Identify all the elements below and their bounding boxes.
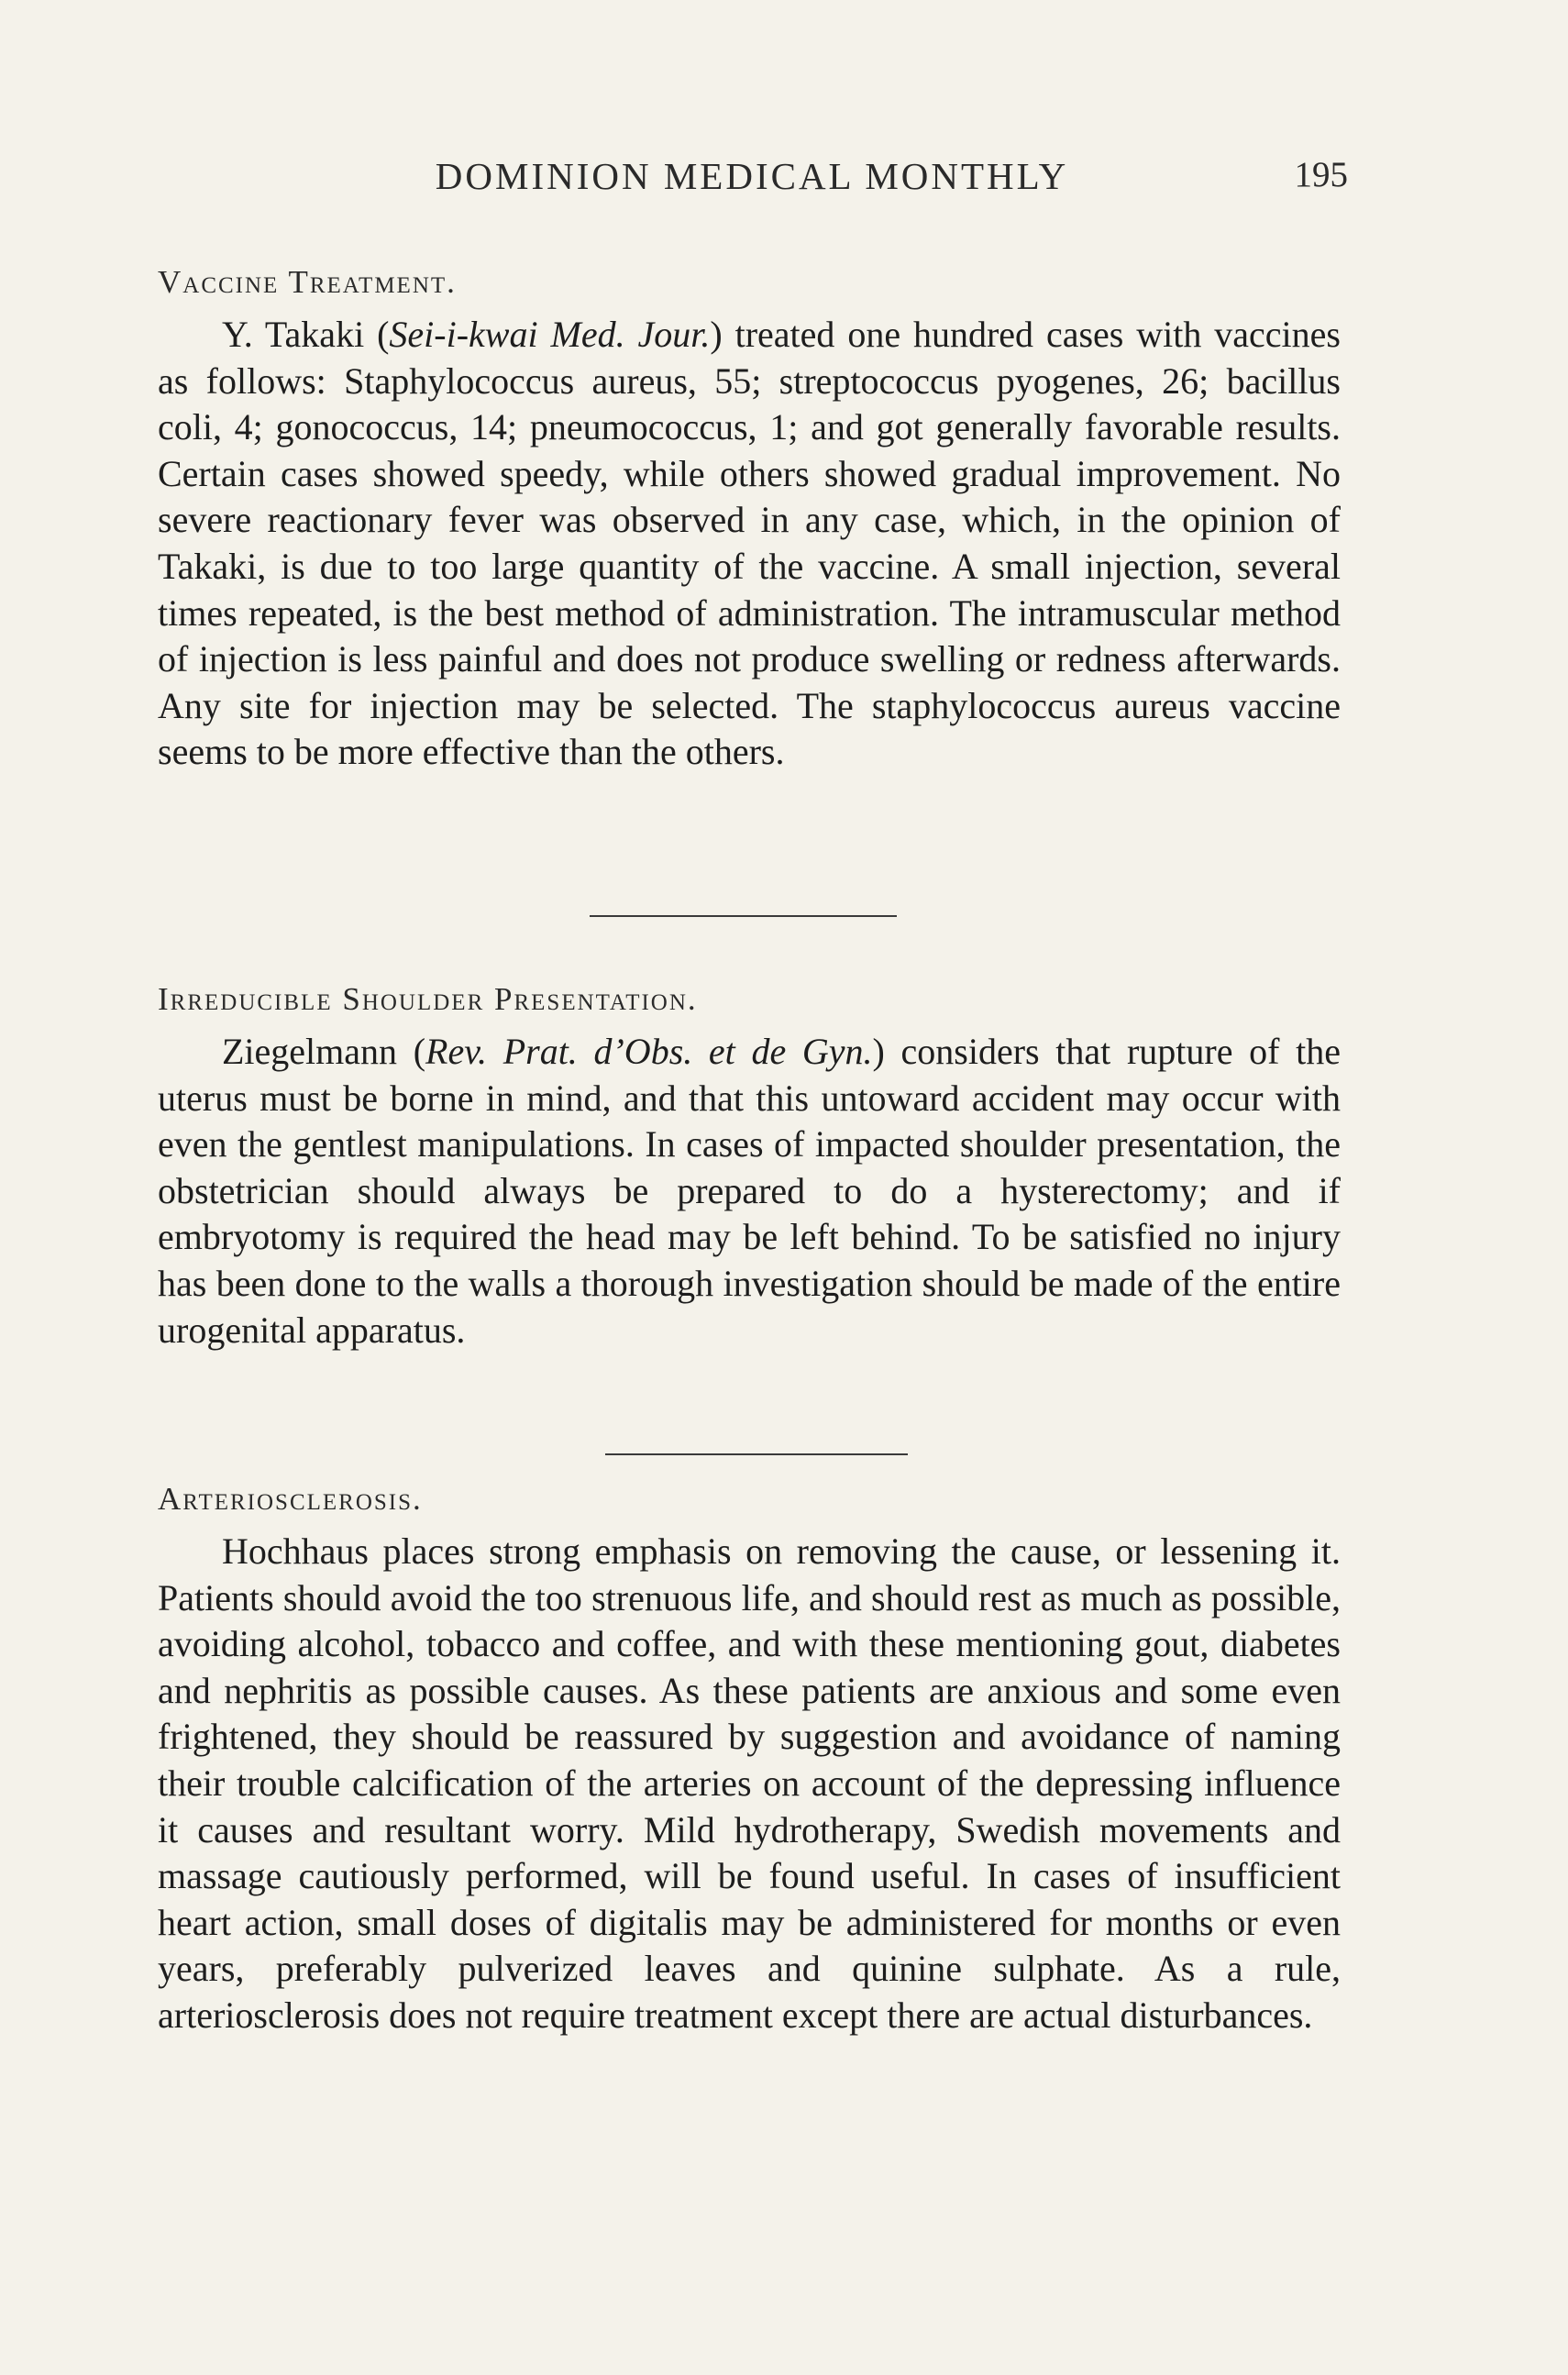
author-name: Ziegelmann (222, 1031, 398, 1072)
section-paragraph: Ziegelmann (Rev. Prat. d’Obs. et de Gyn.) considers that rupture of the uterus must be borne in mind, and that this untoward accident may occur with even the gentlest manipulations. In cases of impacted shoulder presentation, the obstetrician should always be prepared to do a hysterectomy; and if embryotomy is required the head may be left behind. To be satisfied no injury has been done to the walls a thorough investigation should be made of the entire urogenital apparatus. (158, 1031, 1341, 1351)
section-divider (605, 1453, 908, 1455)
section-vaccine-treatment (158, 264, 1341, 776)
section-arteriosclerosis (158, 1481, 1341, 2039)
section-paragraph: Hochhaus places strong emphasis on removing the cause, or lessening it. Patients should avoid the too strenuous life, and should rest as much as possible, avoiding alcohol, tobacco and coffee, and with these mentioning gout, diabetes and nephritis as possible causes. As these patients are anxious and some even frightened, they should be reassured by suggestion and avoidance of naming their trouble calcification of the arteries on account of the depressing influence it causes and resultant worry. Mild hydrotherapy, Swedish movements and massage cautiously performed, will be found useful. In cases of insufficient heart action, small doses of digitalis may be administered for months or even years, preferably pulverized leaves and quinine sulphate. As a rule, arteriosclerosis does not require treatment except there are actual disturbances. (158, 1530, 1341, 2036)
author-name: Y. Takaki (222, 314, 365, 355)
section-title: Irreducible Shoulder Presentation. (158, 981, 698, 1017)
source-citation: Sei-i-kwai Med. Jour. (389, 314, 711, 355)
section-title: Arteriosclerosis. (158, 1481, 423, 1517)
section-divider (590, 915, 897, 917)
running-header (156, 154, 1348, 209)
section-title: Vaccine Treatment. (158, 264, 457, 300)
paragraph-text: considers that rupture of the uterus must be borne in mind, and that this untoward accident may occur with even the gentlest manipulations. In cases of impacted shoulder presentation, the obstetrician should always be prepared to do a hysterectomy; and if embryotomy is required the head may be left behind. To be satisfied no injury has been done to the walls a thorough investigation should be made of the entire urogenital apparatus. (158, 1031, 1341, 1351)
source-citation: Rev. Prat. d’Obs. et de Gyn. (425, 1031, 873, 1072)
section-paragraph: Y. Takaki (Sei-i-kwai Med. Jour.) treated one hundred cases with vaccines as follows: Staphylococcus aureus, 55; streptococcus pyogenes, 26; bacillus coli, 4; gonococcus, 14; pneumococcus, 1; and got generally favorable results. Certain cases showed speedy, while others showed gradual improvement. No severe reactionary fever was observed in any case, which, in the opinion of Takaki, is due to too large quantity of the vaccine. A small injection, several times repeated, is the best method of administration. The intramuscular method of injection is less painful and does not produce swelling or redness afterwards. Any site for injection may be selected. The staphylococcus aureus vaccine seems to be more effective than the others. (158, 314, 1341, 773)
paragraph-text: treated one hundred cases with vaccines as follows: Staphylococcus aureus, 55; streptococcus pyogenes, 26; bacillus coli, 4; gonococcus, 14; pneumococcus, 1; and got generally favorable results. Certain cases showed speedy, while others showed gradual improvement. No severe reactionary fever was observed in any case, which, in the opinion of Takaki, is due to too large quantity of the vaccine. A small injection, several times repeated, is the best method of administration. The intramuscular method of injection is less painful and does not produce swelling or redness afterwards. Any site for injection may be selected. The staphylococcus aureus vaccine seems to be more effective than the others. (158, 314, 1341, 773)
journal-title: DOMINION MEDICAL MONTHLY (435, 155, 1069, 197)
page-number: 195 (1294, 155, 1348, 194)
section-shoulder-presentation (158, 981, 1341, 1353)
